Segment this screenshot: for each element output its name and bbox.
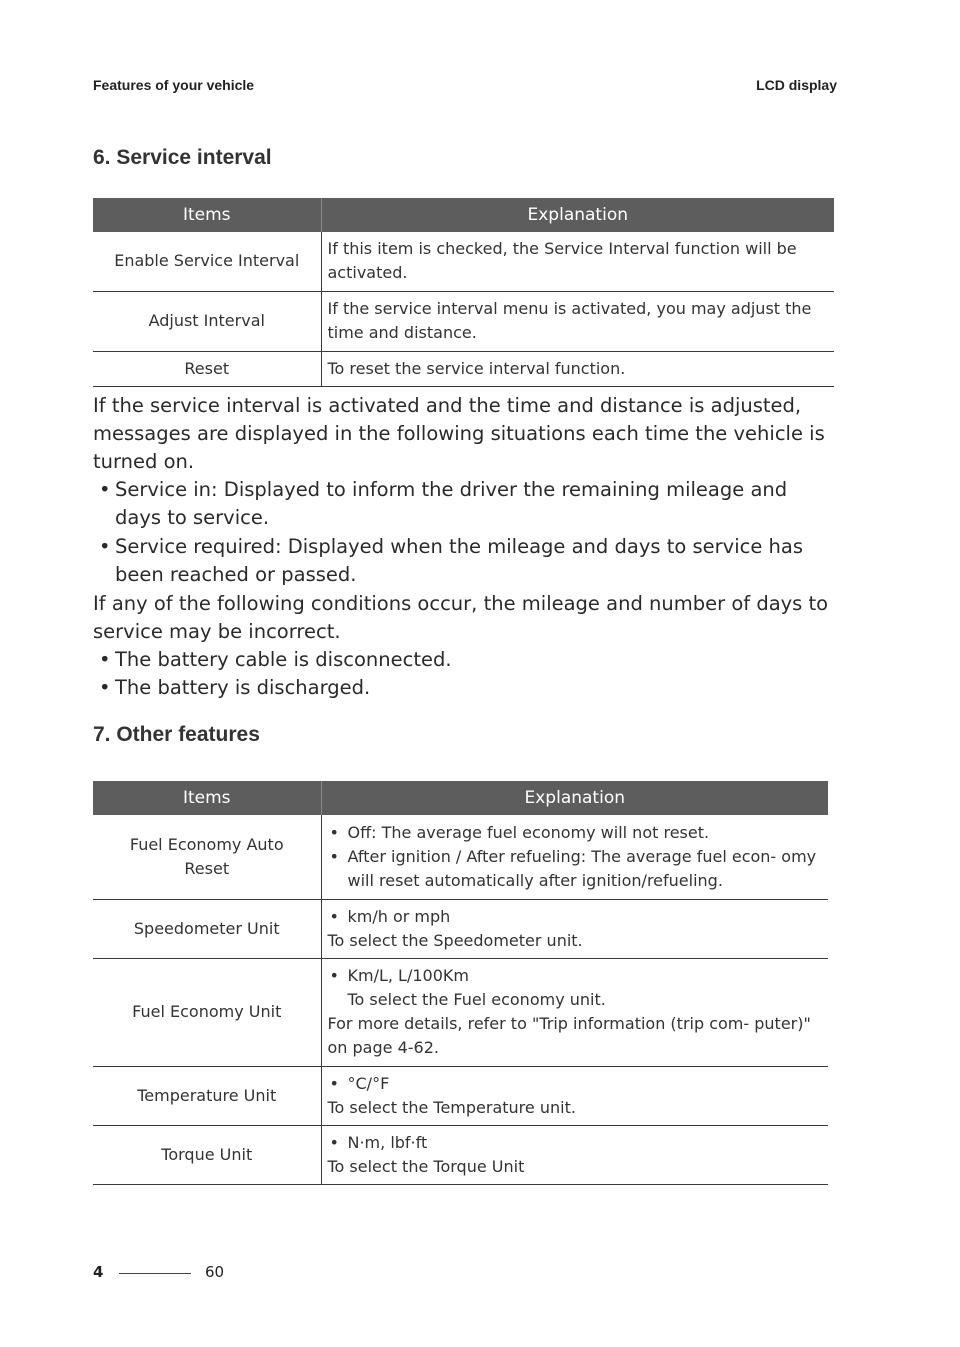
list-item: • Service in: Displayed to inform the driver the remaining mileage and days to service. bbox=[93, 476, 838, 532]
list-item: • Service required: Displayed when the mileage and days to service has been reached or passed. bbox=[93, 533, 838, 589]
table-row bbox=[93, 1066, 828, 1125]
cell-note: To select the Speedometer unit. bbox=[327, 930, 583, 950]
table-row bbox=[93, 958, 828, 1066]
table-row bbox=[93, 815, 828, 899]
list-item: • The battery is discharged. bbox=[93, 674, 838, 702]
table-cell-item: Speedometer Unit bbox=[93, 899, 321, 958]
table-cell-item: Reset bbox=[93, 351, 321, 386]
list-item: • N·m, lbf·ft bbox=[328, 1131, 821, 1155]
service-interval-body bbox=[93, 392, 838, 702]
table-row bbox=[93, 899, 828, 958]
list-item: • The battery cable is disconnected. bbox=[93, 646, 838, 674]
table-cell-item: Adjust Interval bbox=[93, 291, 321, 351]
table-cell-explanation bbox=[321, 815, 828, 899]
table-row bbox=[93, 291, 834, 351]
table-cell-item: Temperature Unit bbox=[93, 1066, 321, 1125]
cell-note: To select the Temperature unit. bbox=[327, 1097, 576, 1117]
table-header-row bbox=[93, 781, 828, 815]
table-cell-explanation bbox=[321, 1125, 828, 1184]
service-interval-table bbox=[93, 198, 834, 387]
page-number: 60 bbox=[205, 1263, 225, 1281]
cell-note: For more details, refer to "Trip information (trip com- puter)" on page 4-62. bbox=[327, 1014, 811, 1057]
table-header-row bbox=[93, 198, 834, 232]
table-row bbox=[93, 1125, 828, 1184]
table-cell-item: Fuel Economy Auto Reset bbox=[93, 815, 321, 899]
table-cell-item: Fuel Economy Unit bbox=[93, 958, 321, 1066]
table-cell-explanation: If this item is checked, the Service Interval function will be activated. bbox=[321, 232, 834, 291]
column-header-items: Items bbox=[93, 198, 321, 232]
table-cell-explanation: If the service interval menu is activated, you may adjust the time and distance. bbox=[321, 291, 834, 351]
cell-subtext: To select the Fuel economy unit. bbox=[347, 990, 606, 1009]
column-header-explanation: Explanation bbox=[321, 781, 828, 815]
service-interval-intro: If the service interval is activated and the time and distance is adjusted, messages are displayed in the following situations each time the vehicle is turned on. bbox=[93, 394, 825, 473]
other-features-title: 7. Other features bbox=[93, 723, 260, 746]
cell-note: To select the Torque Unit bbox=[327, 1156, 525, 1176]
header-chapter-name: LCD display bbox=[756, 77, 837, 93]
footer-divider bbox=[119, 1273, 191, 1274]
list-item: • km/h or mph bbox=[328, 905, 821, 929]
table-row bbox=[93, 232, 834, 291]
list-item: • After ignition / After refueling: The average fuel econ- omy will reset automatically after ignition/refueling. bbox=[328, 845, 821, 893]
table-cell-explanation: To reset the service interval function. bbox=[321, 351, 834, 386]
column-header-explanation: Explanation bbox=[321, 198, 834, 232]
other-features-table bbox=[93, 781, 828, 1185]
table-cell-item: Enable Service Interval bbox=[93, 232, 321, 291]
table-cell-item: Torque Unit bbox=[93, 1125, 321, 1184]
table-cell-explanation bbox=[321, 958, 828, 1066]
list-item: • Km/L, L/100Km bbox=[328, 964, 821, 988]
list-item: • Off: The average fuel economy will not reset. bbox=[328, 821, 821, 845]
chapter-number: 4 bbox=[93, 1263, 104, 1281]
conditions-intro: If any of the following conditions occur, the mileage and number of days to service may be incorrect. bbox=[93, 592, 829, 643]
list-item: • °C/°F bbox=[328, 1072, 821, 1096]
service-interval-title: 6. Service interval bbox=[93, 146, 272, 169]
table-cell-explanation bbox=[321, 899, 828, 958]
column-header-items: Items bbox=[93, 781, 321, 815]
header-section-name: Features of your vehicle bbox=[93, 77, 255, 93]
table-row bbox=[93, 351, 834, 386]
table-cell-explanation bbox=[321, 1066, 828, 1125]
